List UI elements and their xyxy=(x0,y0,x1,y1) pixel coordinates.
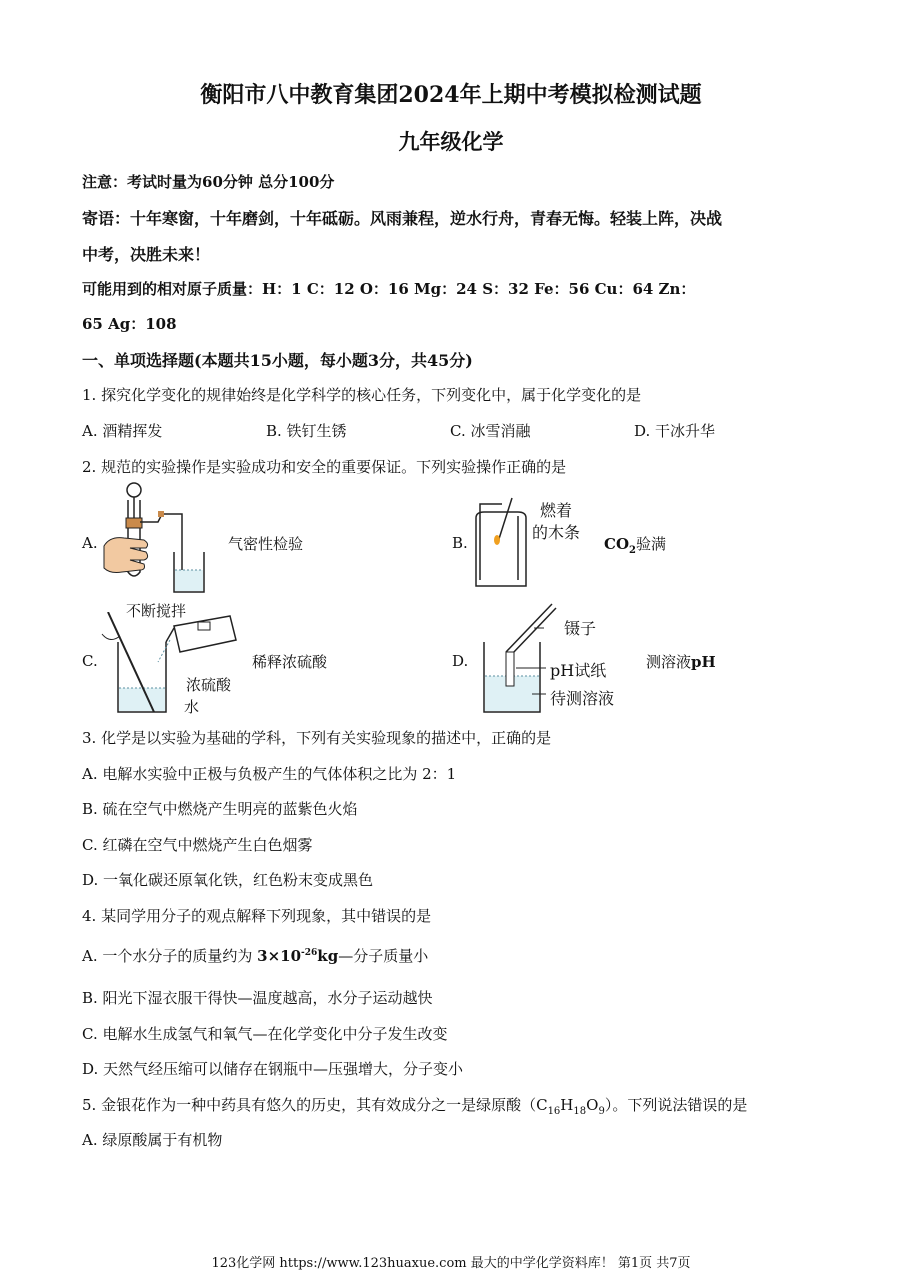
q2-option-c-fig-label-acid: 浓硫酸 xyxy=(186,676,232,694)
q4-option-a: A. 一个水分子的质量约为 $3\times 10^{-26}kg—$分子质量小 xyxy=(82,947,429,965)
q4-option-c: C. 电解水生成氢气和氧气—在化学变化中分子发生改变 xyxy=(82,1025,448,1043)
exam-subtitle: 九年级化学 xyxy=(398,129,504,154)
q2-option-d-fig-label-tweezers: 镊子 xyxy=(564,619,597,638)
q2-option-b-letter: B. xyxy=(452,534,468,552)
q4-stem: 4. 某同学用分子的观点解释下列现象，其中错误的是 xyxy=(82,907,432,925)
q3-option-b: B. 硫在空气中燃烧产生明亮的蓝紫色火焰 xyxy=(82,800,358,818)
q3-option-c: C. 红磷在空气中燃烧产生白色烟雾 xyxy=(82,836,313,854)
q2-option-b-fig-label-2: 的木条 xyxy=(532,523,581,542)
q2-option-c-caption: 稀释浓硫酸 xyxy=(252,653,328,671)
q1-option-a: A. 酒精挥发 xyxy=(82,422,163,440)
q3-option-a: A. 电解水实验中正极与负极产生的气体体积之比为 2：1 xyxy=(82,765,457,783)
q2-option-c-fig-label-water: 水 xyxy=(184,698,200,716)
dilute-sulfuric-acid-figure xyxy=(100,612,240,716)
q1-option-c: C. 冰雪消融 xyxy=(450,422,531,440)
q1-stem: 1. 探究化学变化的规律始终是化学科学的核心任务，下列变化中，属于化学变化的是 xyxy=(82,386,642,404)
message-line-2: 中考，决胜未来！ xyxy=(82,245,211,264)
section-heading: 一、单项选择题(本题共15小题，每小题3分，共45分) xyxy=(82,351,473,370)
measure-ph-figure xyxy=(476,602,560,716)
q4-option-d: D. 天然气经压缩可以储存在钢瓶中—压强增大，分子变小 xyxy=(82,1060,464,1078)
q2-option-d-fig-label-solution: 待测溶液 xyxy=(550,689,615,708)
q5-option-a: A. 绿原酸属于有机物 xyxy=(82,1131,223,1149)
q3-option-d: D. 一氧化碳还原氧化铁，红色粉末变成黑色 xyxy=(82,871,374,889)
airtightness-check-figure xyxy=(100,482,210,594)
q2-option-a-letter: A. xyxy=(82,534,98,552)
co2-full-check-figure xyxy=(472,492,534,588)
q2-option-c-letter: C. xyxy=(82,652,98,670)
q2-option-a-caption: 气密性检验 xyxy=(228,535,304,553)
q3-stem: 3. 化学是以实验为基础的学科，下列有关实验现象的描述中，正确的是 xyxy=(82,729,552,747)
q2-option-c-fig-label-stir: 不断搅拌 xyxy=(126,602,187,620)
message-line-1: 寄语：十年寒窗，十年磨剑，十年砥砺。风雨兼程，逆水行舟，青春无悔。轻装上阵，决战 xyxy=(82,209,723,228)
q2-option-d-fig-label-paper: pH试纸 xyxy=(550,661,607,680)
q2-option-b-fig-label-1: 燃着 xyxy=(540,501,573,520)
q2-option-b-caption: $CO_2$验满 xyxy=(604,535,666,556)
q2-stem: 2. 规范的实验操作是实验成功和安全的重要保证。下列实验操作正确的是 xyxy=(82,458,567,476)
q1-option-d: D. 干冰升华 xyxy=(634,422,716,440)
exam-title: 衡阳市八中教育集团2024年上期中考模拟检测试题 xyxy=(200,82,702,108)
q2-option-d-caption: 测溶液pH xyxy=(646,653,716,671)
q2-option-d-letter: D. xyxy=(452,652,469,670)
q1-option-b: B. 铁钉生锈 xyxy=(266,422,347,440)
attention-note: 注意：考试时量为60分钟 总分100分 xyxy=(82,173,335,191)
q5-stem: 5. 金银花作为一种中药具有悠久的历史，其有效成分之一是绿原酸$(C_{16}H_{18}O_9)$。下列说法错误的是 xyxy=(82,1096,748,1117)
page-footer: 123化学网 https://www.123huaxue.com 最大的中学化学资料库！ 第1页 共7页 xyxy=(211,1256,691,1271)
atomic-mass-line-2: 65 Ag：108 xyxy=(82,315,177,333)
q4-option-b: B. 阳光下湿衣服干得快—温度越高，水分子运动越快 xyxy=(82,989,433,1007)
atomic-mass-line-1: 可能用到的相对原子质量：H：1 C：12 O：16 Mg：24 S：32 Fe：56 Cu：64 Zn： xyxy=(82,280,696,298)
